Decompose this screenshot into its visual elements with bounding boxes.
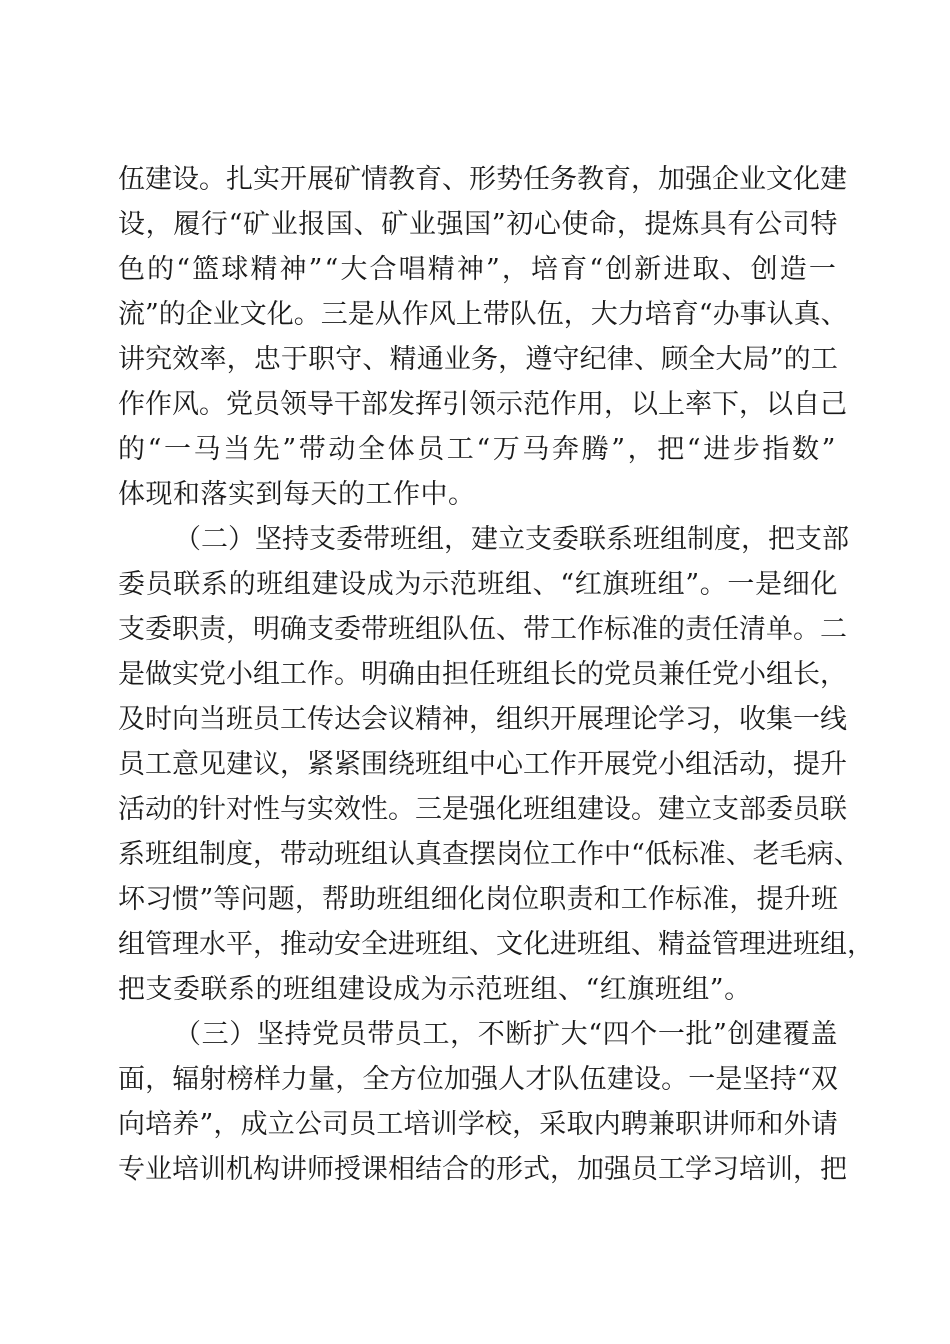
text-line: 设，履行“矿业报国、矿业强国”初心使命，提炼具有公司特	[118, 209, 838, 240]
text-line: 作作风。党员领导干部发挥引领示范作用，以上率下，以自己	[118, 389, 847, 420]
text-line: 把支委联系的班组建设成为示范班组、“红旗班组”。	[118, 974, 752, 1005]
text-line: 流”的企业文化。三是从作风上带队伍，大力培育“办事认真、	[118, 299, 848, 330]
text-line: 体现和落实到每天的工作中。	[118, 479, 476, 510]
text-line: 专业培训机构讲师授课相结合的形式，加强员工学习培训，把	[118, 1154, 847, 1185]
text-line: 讲究效率，忠于职守、精通业务，遵守纪律、顾全大局”的工	[118, 344, 838, 375]
text-line: 委员联系的班组建设成为示范班组、“红旗班组”。一是细化	[118, 569, 838, 600]
text-line: 伍建设。扎实开展矿情教育、形势任务教育，加强企业文化建	[118, 164, 847, 195]
text-line: 及时向当班员工传达会议精神，组织开展理论学习，收集一线	[118, 704, 847, 735]
text-line: 的“一马当先”带动全体员工“万马奔腾”，把“进步指数”	[118, 434, 838, 465]
text-line: （二）坚持支委带班组，建立支委联系班组制度，把支部	[174, 524, 849, 555]
text-line: 面，辐射榜样力量，全方位加强人才队伍建设。一是坚持“双	[118, 1064, 838, 1095]
text-line: 支委职责，明确支委带班组队伍、带工作标准的责任清单。二	[118, 614, 847, 645]
text-line: （三）坚持党员带员工，不断扩大“四个一批”创建覆盖	[174, 1019, 838, 1050]
text-line: 色的“篮球精神”“大合唱精神”，培育“创新进取、创造一	[118, 254, 838, 285]
text-line: 系班组制度，带动班组认真查摆岗位工作中“低标准、老毛病、	[118, 839, 861, 870]
text-line: 向培养”，成立公司员工培训学校，采取内聘兼职讲师和外请	[118, 1109, 838, 1140]
text-line: 坏习惯”等问题，帮助班组细化岗位职责和工作标准，提升班	[118, 884, 838, 915]
text-line: 员工意见建议，紧紧围绕班组中心工作开展党小组活动，提升	[118, 749, 847, 780]
text-line: 组管理水平，推动安全进班组、文化进班组、精益管理进班组，	[118, 929, 874, 960]
text-line: 是做实党小组工作。明确由担任班组长的党员兼任党小组长，	[118, 659, 847, 690]
text-line: 活动的针对性与实效性。三是强化班组建设。建立支部委员联	[118, 794, 847, 825]
